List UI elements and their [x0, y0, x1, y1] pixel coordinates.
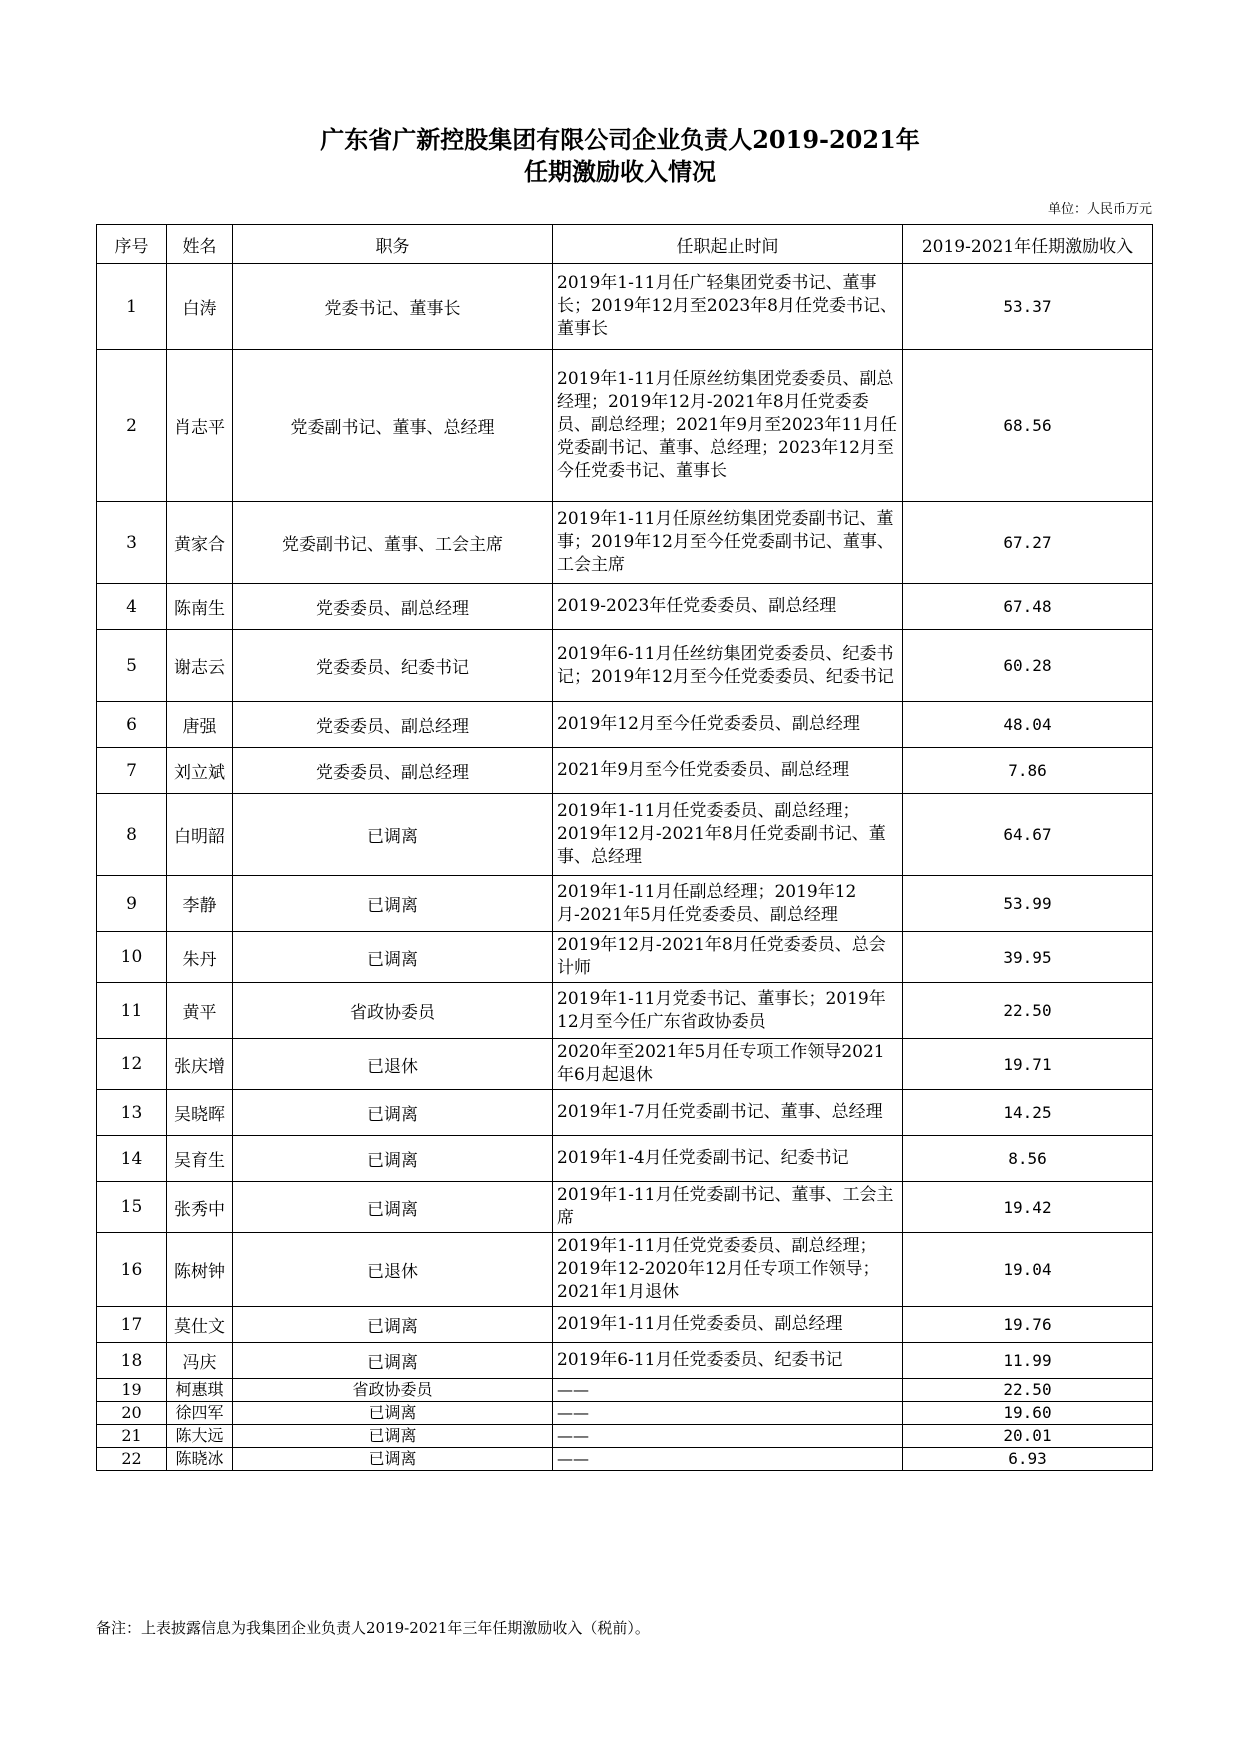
footnote: 备注：上表披露信息为我集团企业负责人2019-2021年三年任期激励收入（税前）。 [96, 1619, 650, 1637]
income-table [96, 224, 1153, 1471]
table-body [97, 264, 1153, 1471]
table-row [97, 932, 1153, 983]
cell-no: 8 [97, 794, 167, 876]
cell-name: 陈晓冰 [167, 1448, 233, 1471]
cell-position: 已调离 [233, 794, 553, 876]
cell-income: 7.86 [903, 748, 1153, 794]
cell-no: 18 [97, 1343, 167, 1379]
cell-income: 48.04 [903, 702, 1153, 748]
cell-no: 21 [97, 1425, 167, 1448]
table-row [97, 264, 1153, 350]
cell-position: 已调离 [233, 1425, 553, 1448]
cell-name: 黄平 [167, 983, 233, 1039]
cell-position: 已退休 [233, 1233, 553, 1307]
table-row [97, 1182, 1153, 1233]
table-row [97, 794, 1153, 876]
cell-name: 白明韶 [167, 794, 233, 876]
cell-income: 20.01 [903, 1425, 1153, 1448]
cell-position: 党委副书记、董事、工会主席 [233, 502, 553, 584]
cell-name: 陈树钟 [167, 1233, 233, 1307]
cell-income: 6.93 [903, 1448, 1153, 1471]
cell-position: 党委书记、董事长 [233, 264, 553, 350]
cell-period: 2019年1-11月任副总经理；2019年12月-2021年5月任党委委员、副总经理 [553, 876, 903, 932]
cell-name: 唐强 [167, 702, 233, 748]
cell-name: 刘立斌 [167, 748, 233, 794]
cell-period: 2019年6-11月任丝纺集团党委委员、纪委书记；2019年12月至今任党委委员、纪委书记 [553, 630, 903, 702]
cell-name: 白涛 [167, 264, 233, 350]
cell-period: 2021年9月至今任党委委员、副总经理 [553, 748, 903, 794]
cell-income: 67.48 [903, 584, 1153, 630]
header-period: 任职起止时间 [553, 225, 903, 264]
cell-period: 2019年1-11月任广轻集团党委书记、董事长；2019年12月至2023年8月任党委书记、董事长 [553, 264, 903, 350]
cell-no: 17 [97, 1307, 167, 1343]
page-subtitle: 任期激励收入情况 [524, 157, 716, 186]
table-row [97, 502, 1153, 584]
cell-no: 9 [97, 876, 167, 932]
cell-position: 已调离 [233, 1343, 553, 1379]
cell-period: —— [553, 1379, 903, 1402]
cell-name: 张庆增 [167, 1039, 233, 1090]
cell-name: 肖志平 [167, 350, 233, 502]
header-position: 职务 [233, 225, 553, 264]
cell-no: 20 [97, 1402, 167, 1425]
cell-no: 2 [97, 350, 167, 502]
cell-position: 省政协委员 [233, 983, 553, 1039]
cell-position: 已调离 [233, 1182, 553, 1233]
cell-income: 8.56 [903, 1136, 1153, 1182]
cell-name: 吴育生 [167, 1136, 233, 1182]
cell-period: 2019年1-11月任党党委委员、副总经理；2019年12-2020年12月任专项工作领导；2021年1月退休 [553, 1233, 903, 1307]
cell-period: 2019-2023年任党委委员、副总经理 [553, 584, 903, 630]
cell-no: 19 [97, 1379, 167, 1402]
cell-income: 19.60 [903, 1402, 1153, 1425]
cell-name: 谢志云 [167, 630, 233, 702]
cell-income: 39.95 [903, 932, 1153, 983]
cell-name: 陈大远 [167, 1425, 233, 1448]
cell-no: 7 [97, 748, 167, 794]
cell-income: 22.50 [903, 1379, 1153, 1402]
cell-income: 19.04 [903, 1233, 1153, 1307]
cell-income: 68.56 [903, 350, 1153, 502]
cell-no: 10 [97, 932, 167, 983]
cell-period: 2020年至2021年5月任专项工作领导2021年6月起退休 [553, 1039, 903, 1090]
cell-no: 16 [97, 1233, 167, 1307]
cell-no: 5 [97, 630, 167, 702]
cell-period: —— [553, 1448, 903, 1471]
cell-no: 12 [97, 1039, 167, 1090]
cell-income: 11.99 [903, 1343, 1153, 1379]
cell-no: 15 [97, 1182, 167, 1233]
cell-name: 朱丹 [167, 932, 233, 983]
cell-no: 3 [97, 502, 167, 584]
cell-position: 党委委员、副总经理 [233, 702, 553, 748]
cell-period: 2019年1-11月任党委副书记、董事、工会主席 [553, 1182, 903, 1233]
cell-name: 张秀中 [167, 1182, 233, 1233]
table-row [97, 1039, 1153, 1090]
page-title: 广东省广新控股集团有限公司企业负责人2019-2021年 [320, 125, 920, 154]
table-row [97, 748, 1153, 794]
cell-period: 2019年1-11月任党委委员、副总经理；2019年12月-2021年8月任党委副书记、董事、总经理 [553, 794, 903, 876]
cell-position: 已调离 [233, 1090, 553, 1136]
cell-income: 53.37 [903, 264, 1153, 350]
unit-label: 单位：人民币万元 [1047, 202, 1152, 217]
cell-income: 19.71 [903, 1039, 1153, 1090]
cell-position: 党委委员、副总经理 [233, 748, 553, 794]
cell-position: 已调离 [233, 1307, 553, 1343]
header-no: 序号 [97, 225, 167, 264]
cell-period: 2019年1-7月任党委副书记、董事、总经理 [553, 1090, 903, 1136]
cell-period: 2019年1-11月任原丝纺集团党委副书记、董事；2019年12月至今任党委副书记、董事、工会主席 [553, 502, 903, 584]
cell-name: 莫仕文 [167, 1307, 233, 1343]
table-row [97, 1343, 1153, 1379]
cell-name: 吴晓晖 [167, 1090, 233, 1136]
table-row [97, 1402, 1153, 1425]
cell-position: 党委委员、纪委书记 [233, 630, 553, 702]
cell-no: 22 [97, 1448, 167, 1471]
cell-income: 22.50 [903, 983, 1153, 1039]
cell-no: 1 [97, 264, 167, 350]
cell-position: 已调离 [233, 876, 553, 932]
cell-income: 64.67 [903, 794, 1153, 876]
cell-name: 陈南生 [167, 584, 233, 630]
cell-income: 14.25 [903, 1090, 1153, 1136]
table-row [97, 1233, 1153, 1307]
cell-period: 2019年1-4月任党委副书记、纪委书记 [553, 1136, 903, 1182]
cell-no: 14 [97, 1136, 167, 1182]
table-row [97, 702, 1153, 748]
table-row [97, 630, 1153, 702]
cell-income: 19.42 [903, 1182, 1153, 1233]
cell-period: —— [553, 1402, 903, 1425]
cell-income: 53.99 [903, 876, 1153, 932]
cell-name: 李静 [167, 876, 233, 932]
cell-period: 2019年12月至今任党委委员、副总经理 [553, 702, 903, 748]
table-row [97, 1448, 1153, 1471]
table-header-row [97, 225, 1153, 264]
table-row [97, 1307, 1153, 1343]
cell-position: 已调离 [233, 1448, 553, 1471]
table-row [97, 584, 1153, 630]
cell-position: 党委委员、副总经理 [233, 584, 553, 630]
table-row [97, 876, 1153, 932]
cell-income: 67.27 [903, 502, 1153, 584]
cell-period: 2019年1-11月任原丝纺集团党委委员、副总经理；2019年12月-2021年8月任党委委员、副总经理；2021年9月至2023年11月任党委副书记、董事、总经理；2023年12月至今任党委书记、董事长 [553, 350, 903, 502]
cell-name: 黄家合 [167, 502, 233, 584]
cell-position: 已调离 [233, 932, 553, 983]
table-row [97, 1379, 1153, 1402]
table-row [97, 350, 1153, 502]
header-name: 姓名 [167, 225, 233, 264]
cell-no: 11 [97, 983, 167, 1039]
cell-position: 省政协委员 [233, 1379, 553, 1402]
cell-period: 2019年1-11月党委书记、董事长；2019年12月至今任广东省政协委员 [553, 983, 903, 1039]
cell-no: 13 [97, 1090, 167, 1136]
cell-position: 已退休 [233, 1039, 553, 1090]
cell-period: —— [553, 1425, 903, 1448]
cell-period: 2019年1-11月任党委委员、副总经理 [553, 1307, 903, 1343]
cell-income: 19.76 [903, 1307, 1153, 1343]
cell-no: 4 [97, 584, 167, 630]
table-row [97, 983, 1153, 1039]
cell-position: 党委副书记、董事、总经理 [233, 350, 553, 502]
header-income: 2019-2021年任期激励收入 [903, 225, 1153, 264]
cell-name: 柯惠琪 [167, 1379, 233, 1402]
table-row [97, 1136, 1153, 1182]
cell-position: 已调离 [233, 1402, 553, 1425]
cell-no: 6 [97, 702, 167, 748]
cell-period: 2019年12月-2021年8月任党委委员、总会计师 [553, 932, 903, 983]
table-row [97, 1090, 1153, 1136]
cell-position: 已调离 [233, 1136, 553, 1182]
cell-name: 徐四军 [167, 1402, 233, 1425]
table-row [97, 1425, 1153, 1448]
cell-name: 冯庆 [167, 1343, 233, 1379]
cell-income: 60.28 [903, 630, 1153, 702]
cell-period: 2019年6-11月任党委委员、纪委书记 [553, 1343, 903, 1379]
